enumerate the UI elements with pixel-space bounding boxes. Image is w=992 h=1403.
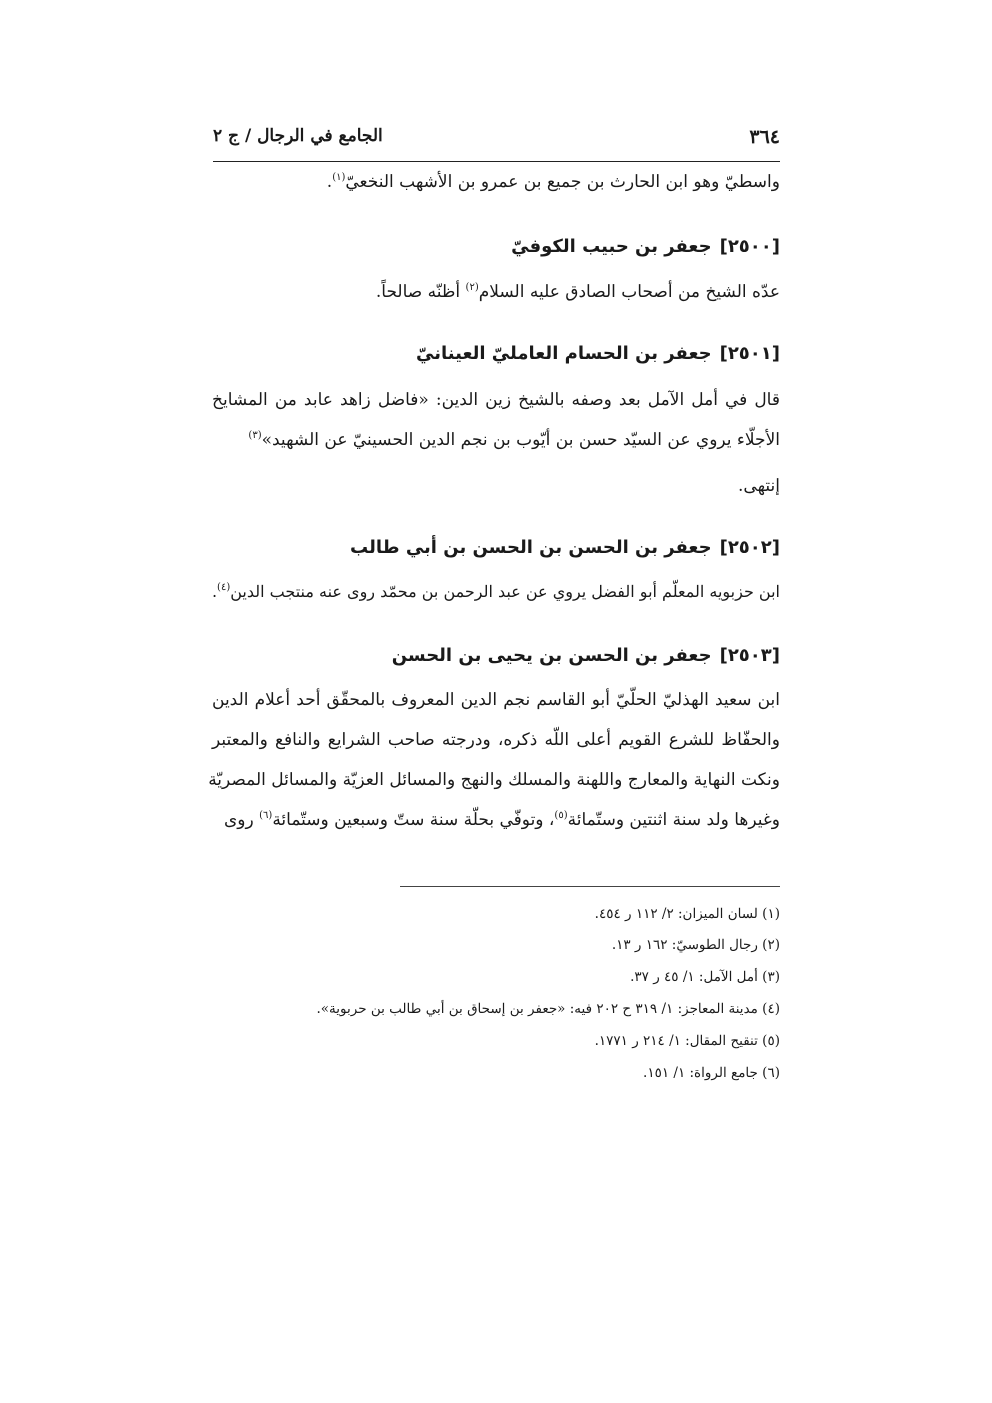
footnote-ref-1: (١) bbox=[332, 172, 346, 183]
entry-2503-line-1 bbox=[212, 690, 780, 710]
footnote-divider bbox=[400, 886, 780, 887]
entry-text: والحفّاظ للشرع القويم أعلى اللّه ذكره، ودرجته صاحب الشرايع والنافع والمعتبر bbox=[212, 730, 780, 750]
page-header bbox=[213, 122, 780, 154]
running-title: الجامع في الرجال / ج ٢ bbox=[213, 126, 383, 146]
entry-title: جعفر بن الحسام العامليّ العينانيّ bbox=[416, 343, 712, 364]
page-number: ٣٦٤ bbox=[749, 126, 780, 148]
entry-2502-line-1 bbox=[212, 582, 780, 601]
footnote-ref-5: (٥) bbox=[554, 810, 568, 821]
entry-number: [٢٥٠٣] bbox=[719, 645, 780, 666]
entry-2501-line-1 bbox=[212, 390, 780, 410]
entry-heading-2503 bbox=[392, 645, 780, 666]
entry-text-after: . bbox=[211, 582, 218, 601]
footnote-3: (٣) أمل الآمل: ١/ ٤٥ ر ٣٧. bbox=[630, 969, 780, 985]
entry-2501-line-2 bbox=[212, 430, 780, 450]
entry-title: جعفر بن الحسن بن الحسن بن أبي طالب bbox=[350, 537, 712, 558]
entry-2503-line-4 bbox=[212, 810, 780, 830]
footnote-1: (١) لسان الميزان: ٢/ ١١٢ ر ٤٥٤. bbox=[594, 906, 780, 922]
footnote-6: (٦) جامع الرواة: ١/ ١٥١. bbox=[643, 1065, 780, 1081]
entry-text: وغيرها ولد سنة اثنتين وستّمائة bbox=[567, 810, 780, 830]
entry-text: إنتهى. bbox=[738, 476, 780, 496]
entry-text: عدّه الشيخ من أصحاب الصادق عليه السلام bbox=[478, 282, 780, 302]
entry-heading-2501 bbox=[416, 343, 780, 364]
entry-number: [٢٥٠١] bbox=[719, 343, 780, 364]
footnote-ref-6: (٦) bbox=[259, 810, 273, 821]
footnote-5: (٥) تنقيح المقال: ١/ ٢١٤ ر ١٧٧١. bbox=[594, 1033, 780, 1049]
entry-2500-line-1 bbox=[212, 282, 780, 302]
entry-heading-2502 bbox=[350, 537, 780, 558]
entry-text-after: ، وتوفّي بحلّة سنة ستّ وسبعين وستّمائة bbox=[272, 810, 555, 830]
entry-text-after: أظنّه صالحاً. bbox=[375, 282, 466, 302]
entry-text: ونكت النهاية والمعارج واللهنة والمسلك والنهج والمسائل العزيّة والمسائل المصريّة bbox=[208, 770, 780, 790]
entry-heading-2500 bbox=[511, 236, 780, 257]
entry-text: ابن سعيد الهذليّ الحلّيّ أبو القاسم نجم الدين المعروف بالمحقّق أحد أعلام الدين bbox=[212, 690, 780, 710]
intro-text: واسطيّ وهو ابن الحارث بن جميع بن عمرو بن الأشهب النخعيّ bbox=[345, 172, 780, 192]
footnote-2: (٢) رجال الطوسيّ: ١٦٢ ر ١٣. bbox=[611, 937, 780, 953]
footnote-ref-2: (٢) bbox=[465, 282, 479, 293]
footnote-4: (٤) مدينة المعاجز: ١/ ٣١٩ ح ٢٠٢ فيه: «جعفر بن إسحاق بن أبي طالب بن حربوية». bbox=[316, 1001, 780, 1017]
intro-line bbox=[212, 172, 780, 192]
intro-end: . bbox=[326, 172, 333, 192]
entry-2503-line-2 bbox=[212, 730, 780, 750]
entry-number: [٢٥٠٠] bbox=[719, 236, 780, 257]
entry-text: الأجلّاء يروي عن السيّد حسن بن أيّوب بن نجم الدين الحسينيّ عن الشهيد» bbox=[261, 430, 780, 450]
entry-text: قال في أمل الآمل بعد وصفه بالشيخ زين الدين: «فاضل زاهد عابد من المشايخ bbox=[212, 390, 780, 410]
entry-title: جعفر بن الحسن بن يحيى بن الحسن bbox=[391, 645, 712, 666]
entry-2503-line-3 bbox=[208, 770, 780, 790]
entry-text-after-2: روى bbox=[223, 810, 260, 830]
footnote-ref-4: (٤) bbox=[217, 582, 231, 593]
entry-text: ابن حزبويه المعلّم أبو الفضل يروي عن عبد الرحمن بن محمّد روى عنه منتجب الدين bbox=[230, 582, 780, 601]
footnote-ref-3: (٣) bbox=[248, 430, 262, 441]
entry-2501-line-3 bbox=[212, 476, 780, 496]
entry-title: جعفر بن حبيب الكوفيّ bbox=[511, 236, 712, 257]
header-divider bbox=[213, 161, 780, 162]
entry-number: [٢٥٠٢] bbox=[719, 537, 780, 558]
